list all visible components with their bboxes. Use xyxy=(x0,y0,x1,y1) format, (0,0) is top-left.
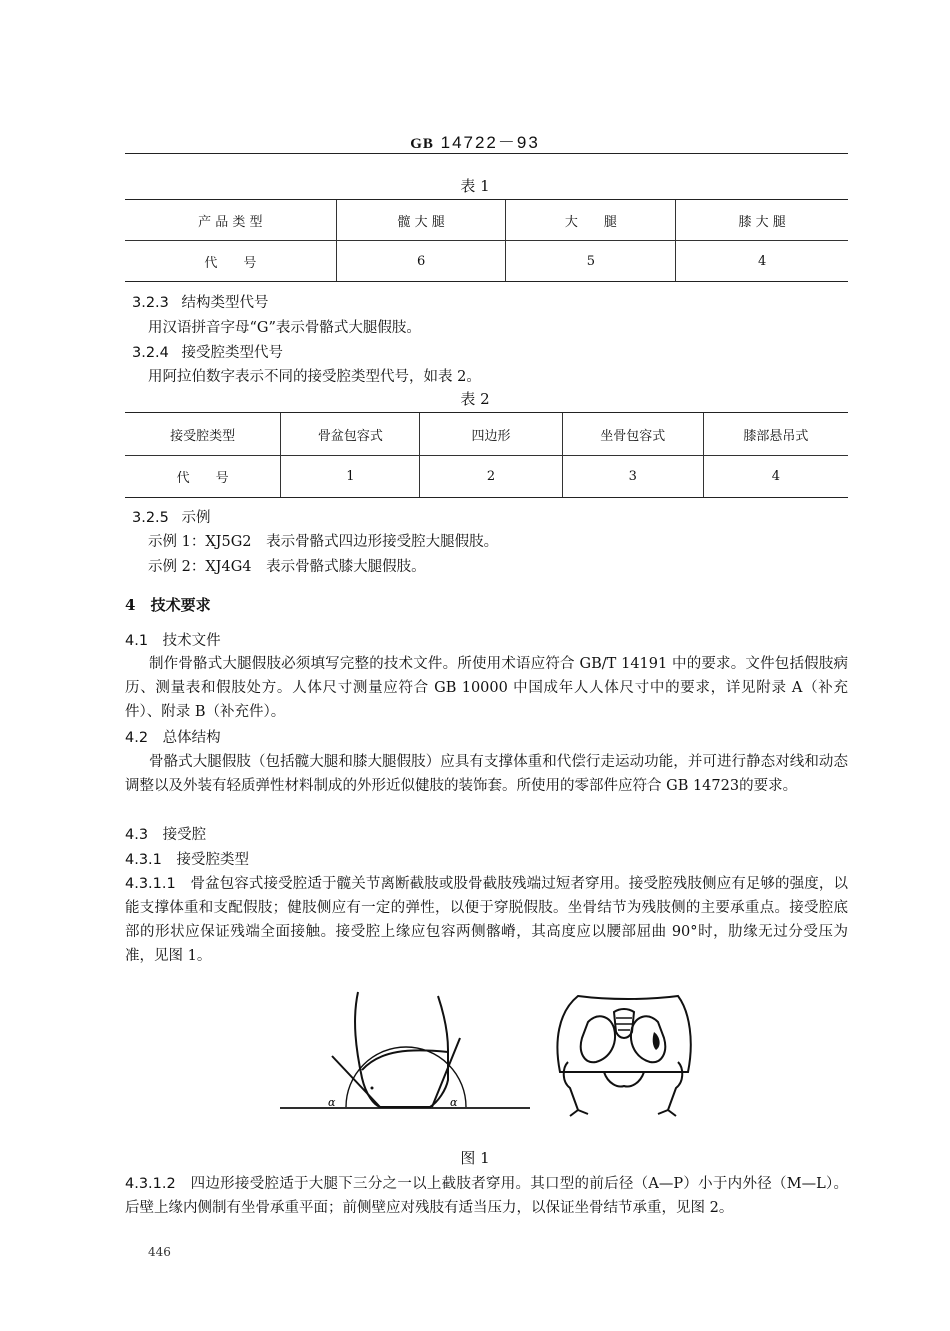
table-cell: 四边形 xyxy=(420,413,562,456)
section-number: 4.3.1.1 xyxy=(125,876,176,892)
table-cell: 4 xyxy=(676,241,848,282)
table-row xyxy=(125,413,848,456)
section-number: 4.3.1 xyxy=(125,852,162,868)
table-cell: 膝部悬吊式 xyxy=(703,413,848,456)
section-number: 4.2 xyxy=(125,730,149,746)
section-number: 4.1 xyxy=(125,633,149,649)
table-cell: 代 号 xyxy=(125,456,281,498)
right-ilium xyxy=(631,1016,665,1062)
section-title: 接受腔 xyxy=(162,827,207,843)
section-title: 示例 xyxy=(181,510,211,526)
example-label: 示例 1：XJ5G2 xyxy=(148,534,252,550)
table-row xyxy=(125,241,848,282)
header-divider xyxy=(125,153,848,154)
pubic-arch xyxy=(604,1072,644,1086)
section-3-2-4-text: 用阿拉伯数字表示不同的接受腔类型代号，如表 2。 xyxy=(148,369,481,385)
right-femur xyxy=(658,1062,682,1116)
section-title: 技术要求 xyxy=(150,596,211,614)
table2-caption: 表 2 xyxy=(460,390,490,408)
section-4-3-heading xyxy=(125,823,206,844)
table-cell: 产 品 类 型 xyxy=(125,200,336,241)
left-ilium xyxy=(581,1016,615,1062)
section-3-2-5-heading xyxy=(132,506,211,527)
figure1-pelvis-diagram xyxy=(548,992,698,1120)
section-number: 4 xyxy=(125,596,136,614)
table-cell: 骨盆包容式 xyxy=(281,413,420,456)
section-3-2-3-text: 用汉语拼音字母“G”表示骨骼式大腿假肢。 xyxy=(148,320,421,336)
section-title: 结构类型代号 xyxy=(181,295,269,311)
table2 xyxy=(125,412,848,498)
table-cell: 坐骨包容式 xyxy=(562,413,703,456)
left-tangent-line xyxy=(332,1056,380,1107)
acetabulum-mark xyxy=(653,1032,660,1050)
table-cell: 3 xyxy=(562,456,703,498)
section-title: 接受腔类型代号 xyxy=(181,345,284,361)
example-label: 示例 2：XJ4G4 xyxy=(148,559,252,575)
table-cell: 代 号 xyxy=(125,241,336,282)
table1 xyxy=(125,199,848,282)
example-text: 表示骨骼式四边形接受腔大腿假肢。 xyxy=(266,534,499,550)
section-text: 骨盆包容式接受腔适于髋关节离断截肢或股骨截肢残端过短者穿用。接受腔残肢侧应有足够的强度，以能支撑体重和支配假肢；健肢侧应有一定的弹性，以便于穿脱假肢。坐骨结节为残肢侧的主要承重点。接受腔底部的形状应保证残端全面接触。接受腔上缘应包容两侧髂嵴，其高度应以腰部屈曲 90°时，肋缘无过分受压为准，见图 1。 xyxy=(125,876,849,964)
section-title: 接受腔类型 xyxy=(176,852,250,868)
section-number: 3.2.3 xyxy=(132,295,169,311)
table-cell: 接受腔类型 xyxy=(125,413,281,456)
example-text: 表示骨骼式膝大腿假肢。 xyxy=(266,559,426,575)
section-4-1-text: 制作骨骼式大腿假肢必须填写完整的技术文件。所使用术语应符合 GB/T 14191 中的要求。文件包括假肢病历、测量表和假肢处方。人体尺寸测量应符合 GB 10000 中国成年人人体尺寸中的要求，详见附录 A（补充件）、附录 B（补充件）。 xyxy=(125,656,848,720)
section-3-2-4-heading xyxy=(132,341,283,362)
table-cell: 大 腿 xyxy=(506,200,676,241)
table-cell: 1 xyxy=(281,456,420,498)
table-row xyxy=(125,456,848,498)
standard-header xyxy=(0,128,950,153)
page-number: 446 xyxy=(148,1245,171,1259)
table-cell: 膝 大 腿 xyxy=(676,200,848,241)
standard-code-number: 14722－93 xyxy=(440,133,540,152)
section-4-1-heading xyxy=(125,629,221,650)
section-text: 四边形接受腔适于大腿下三分之一以上截肢者穿用。其口型的前后径（A—P）小于内外径（M—L）。后壁上缘内侧制有坐骨承重平面；前侧壁应对残肢有适当压力，以保证坐骨结节承重，见图 2。 xyxy=(125,1176,849,1216)
section-3-2-3-heading xyxy=(132,291,269,312)
section-4-2-heading xyxy=(125,726,221,747)
section-title: 技术文件 xyxy=(162,633,221,649)
section-number: 4.3.1.2 xyxy=(125,1176,176,1192)
socket-outline xyxy=(355,992,448,1107)
left-femur xyxy=(564,1062,588,1116)
table-cell: 5 xyxy=(506,241,676,282)
socket-shell xyxy=(557,996,690,1072)
section-4-3-1-1 xyxy=(125,872,848,968)
figure1-socket-diagram xyxy=(280,990,530,1115)
section-number: 3.2.4 xyxy=(132,345,169,361)
table1-caption: 表 1 xyxy=(460,177,490,195)
table-cell: 4 xyxy=(703,456,848,498)
socket-brim-line xyxy=(362,1050,448,1070)
angle-label-right: α xyxy=(450,1096,458,1109)
section-number: 4.3 xyxy=(125,827,149,843)
example-2 xyxy=(148,555,426,576)
table-cell: 髋 大 腿 xyxy=(336,200,506,241)
section-title: 总体结构 xyxy=(162,730,221,746)
section-4-3-1-heading xyxy=(125,848,249,869)
table-cell: 6 xyxy=(336,241,506,282)
table-cell: 2 xyxy=(420,456,562,498)
angle-label-left: α xyxy=(328,1096,336,1109)
section-number: 3.2.5 xyxy=(132,510,169,526)
vertebrae xyxy=(616,1018,632,1030)
standard-code-prefix: GB xyxy=(410,136,434,152)
section-4-2-text: 骨骼式大腿假肢（包括髋大腿和膝大腿假肢）应具有支撑体重和代偿行走运动功能，并可进行静态对线和动态调整以及外装有轻质弹性材料制成的外形近似健肢的装饰套。所使用的零部件应符合 GB 14723的要求。 xyxy=(125,754,848,794)
center-dot xyxy=(371,1087,374,1090)
table-row xyxy=(125,200,848,241)
section-4-3-1-2 xyxy=(125,1172,848,1220)
example-1 xyxy=(148,530,498,551)
section-4-heading xyxy=(125,594,211,615)
figure1-caption: 图 1 xyxy=(460,1149,490,1167)
